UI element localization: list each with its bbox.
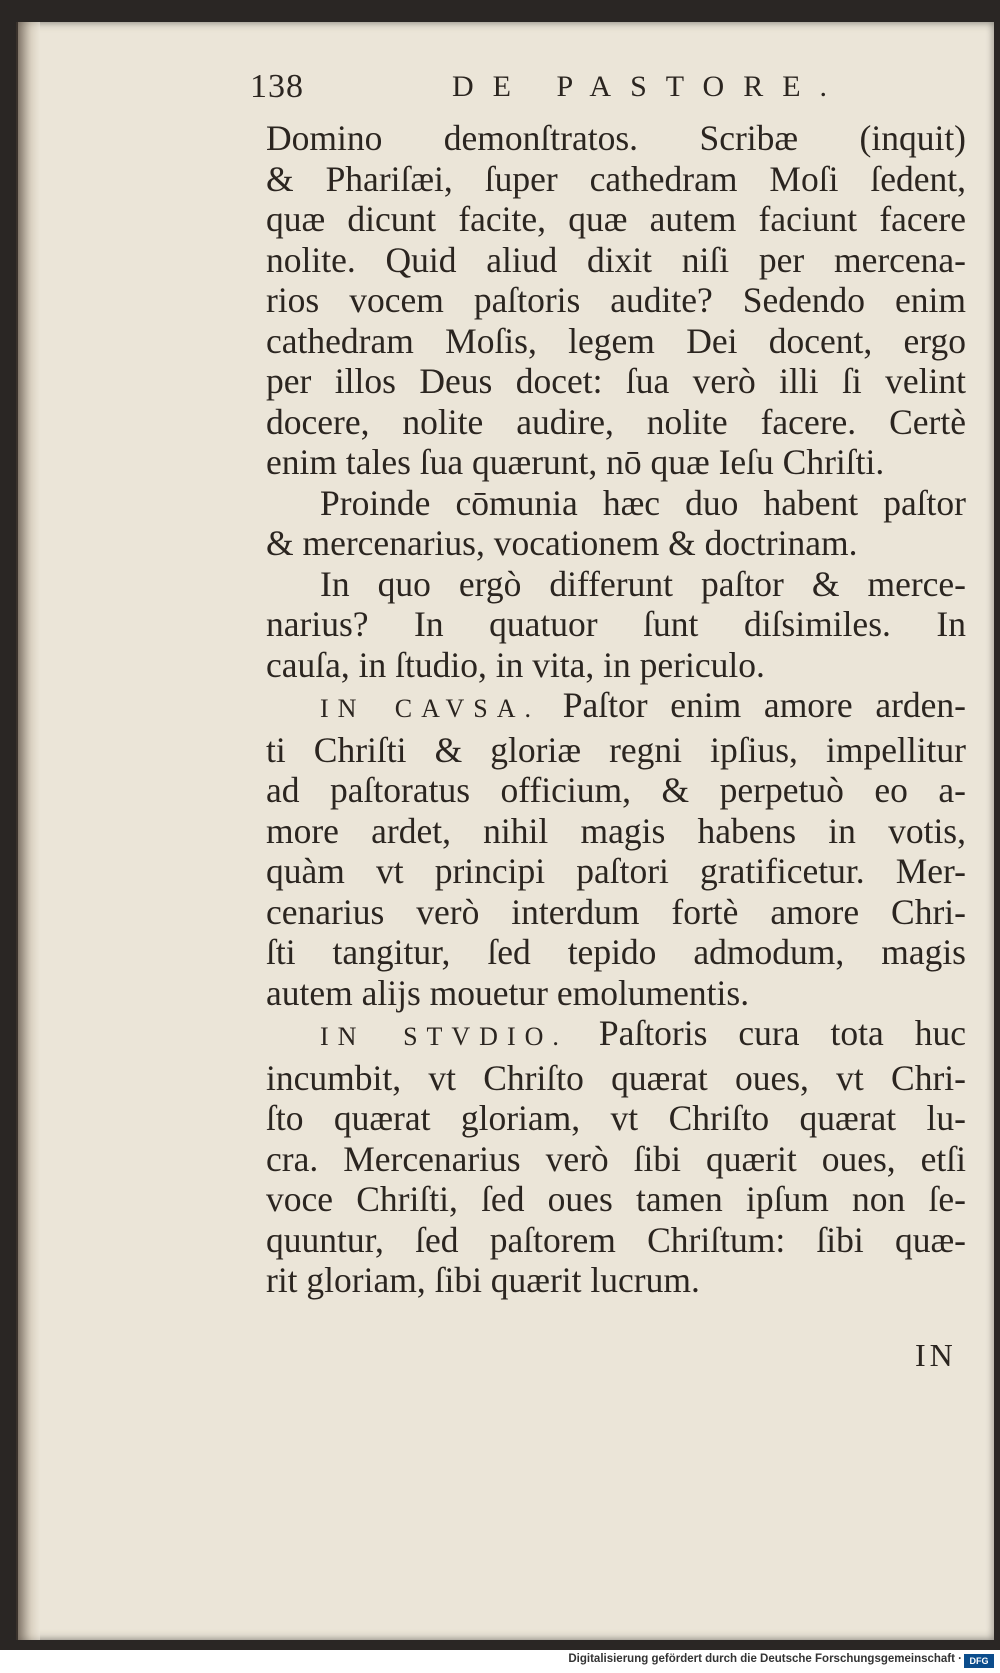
text-line: ſti tangitur, ſed tepido admodum, magis <box>266 932 966 972</box>
text-line: per illos Deus docet: ſua verò illi ſi velint <box>266 361 966 401</box>
running-head: DE PASTORE. <box>452 70 847 103</box>
text-line: quæ dicunt facite, quæ autem faciunt facere <box>266 199 966 239</box>
section-lead-causa: IN CAVSA. <box>320 694 541 723</box>
text-line: & Phariſæi, ſuper cathedram Moſi ſedent, <box>266 158 966 199</box>
text-line: cathedram Moſis, legem Dei docent, ergo <box>266 320 966 361</box>
text-line: voce Chriſti, ſed oues tamen ipſum non ſe- <box>266 1179 966 1219</box>
text-line: cauſa, in ſtudio, in vita, in periculo. <box>266 644 765 685</box>
text-line: rit gloriam, ſibi quærit lucrum. <box>266 1260 700 1300</box>
text-line: quàm vt principi paſtori gratificetur. Mer- <box>266 851 966 891</box>
text-line-rest: Paſtoris cura tota huc <box>598 1013 967 1053</box>
text-line: Proinde cōmunia hæc duo habent paſtor <box>320 482 966 523</box>
text-line: autem alijs mouetur emolumentis. <box>266 972 750 1013</box>
section-lead-studio: IN STVDIO. <box>320 1022 568 1051</box>
text-line-with-lead <box>266 685 966 730</box>
page-gutter-shadow <box>18 22 40 1640</box>
text-line: rios vocem paſtoris audite? Sedendo enim <box>266 280 966 320</box>
text-line-rest: Paſtor enim amore arden- <box>562 685 966 725</box>
text-line: quuntur, ſed paſtorem Chriſtum: ſibi quæ- <box>266 1219 966 1260</box>
page-header <box>250 68 970 118</box>
text-line: cra. Mercenarius verò ſibi quærit oues, etſi <box>266 1138 966 1179</box>
text-line: In quo ergò differunt paſtor & merce- <box>320 563 966 604</box>
catchword: IN <box>915 1337 957 1373</box>
text-line: Domino demonſtratos. Scribæ (inquit) <box>266 118 966 158</box>
text-line: nolite. Quid aliud dixit niſi per mercena- <box>266 239 966 280</box>
text-line: & mercenarius, vocationem & doctrinam. <box>266 523 858 563</box>
text-line: docere, nolite audire, nolite facere. Certè <box>266 401 966 442</box>
text-line: ſto quærat gloriam, vt Chriſto quærat lu- <box>266 1098 966 1138</box>
text-line-with-lead <box>266 1013 966 1058</box>
text-line: narius? In quatuor ſunt diſsimiles. In <box>266 604 966 644</box>
body-text <box>266 118 966 1301</box>
page-number: 138 <box>250 68 304 105</box>
text-line: cenarius verò interdum fortè amore Chri- <box>266 891 966 932</box>
text-line: enim tales ſua quærunt, nō quæ Ieſu Chriſti. <box>266 442 885 482</box>
dfg-logo: DFG <box>964 1654 994 1668</box>
text-line: incumbit, vt Chriſto quærat oues, vt Chri- <box>266 1057 966 1098</box>
digitization-credit: Digitalisierung gefördert durch die Deutsche Forschungsgemeinschaft · <box>568 1653 962 1665</box>
text-line: ad paſtoratus officium, & perpetuò eo a- <box>266 770 966 810</box>
text-line: ti Chriſti & gloriæ regni ipſius, impellitur <box>266 729 966 770</box>
text-line: more ardet, nihil magis habens in votis, <box>266 810 966 851</box>
footer-bar <box>0 1650 1000 1673</box>
